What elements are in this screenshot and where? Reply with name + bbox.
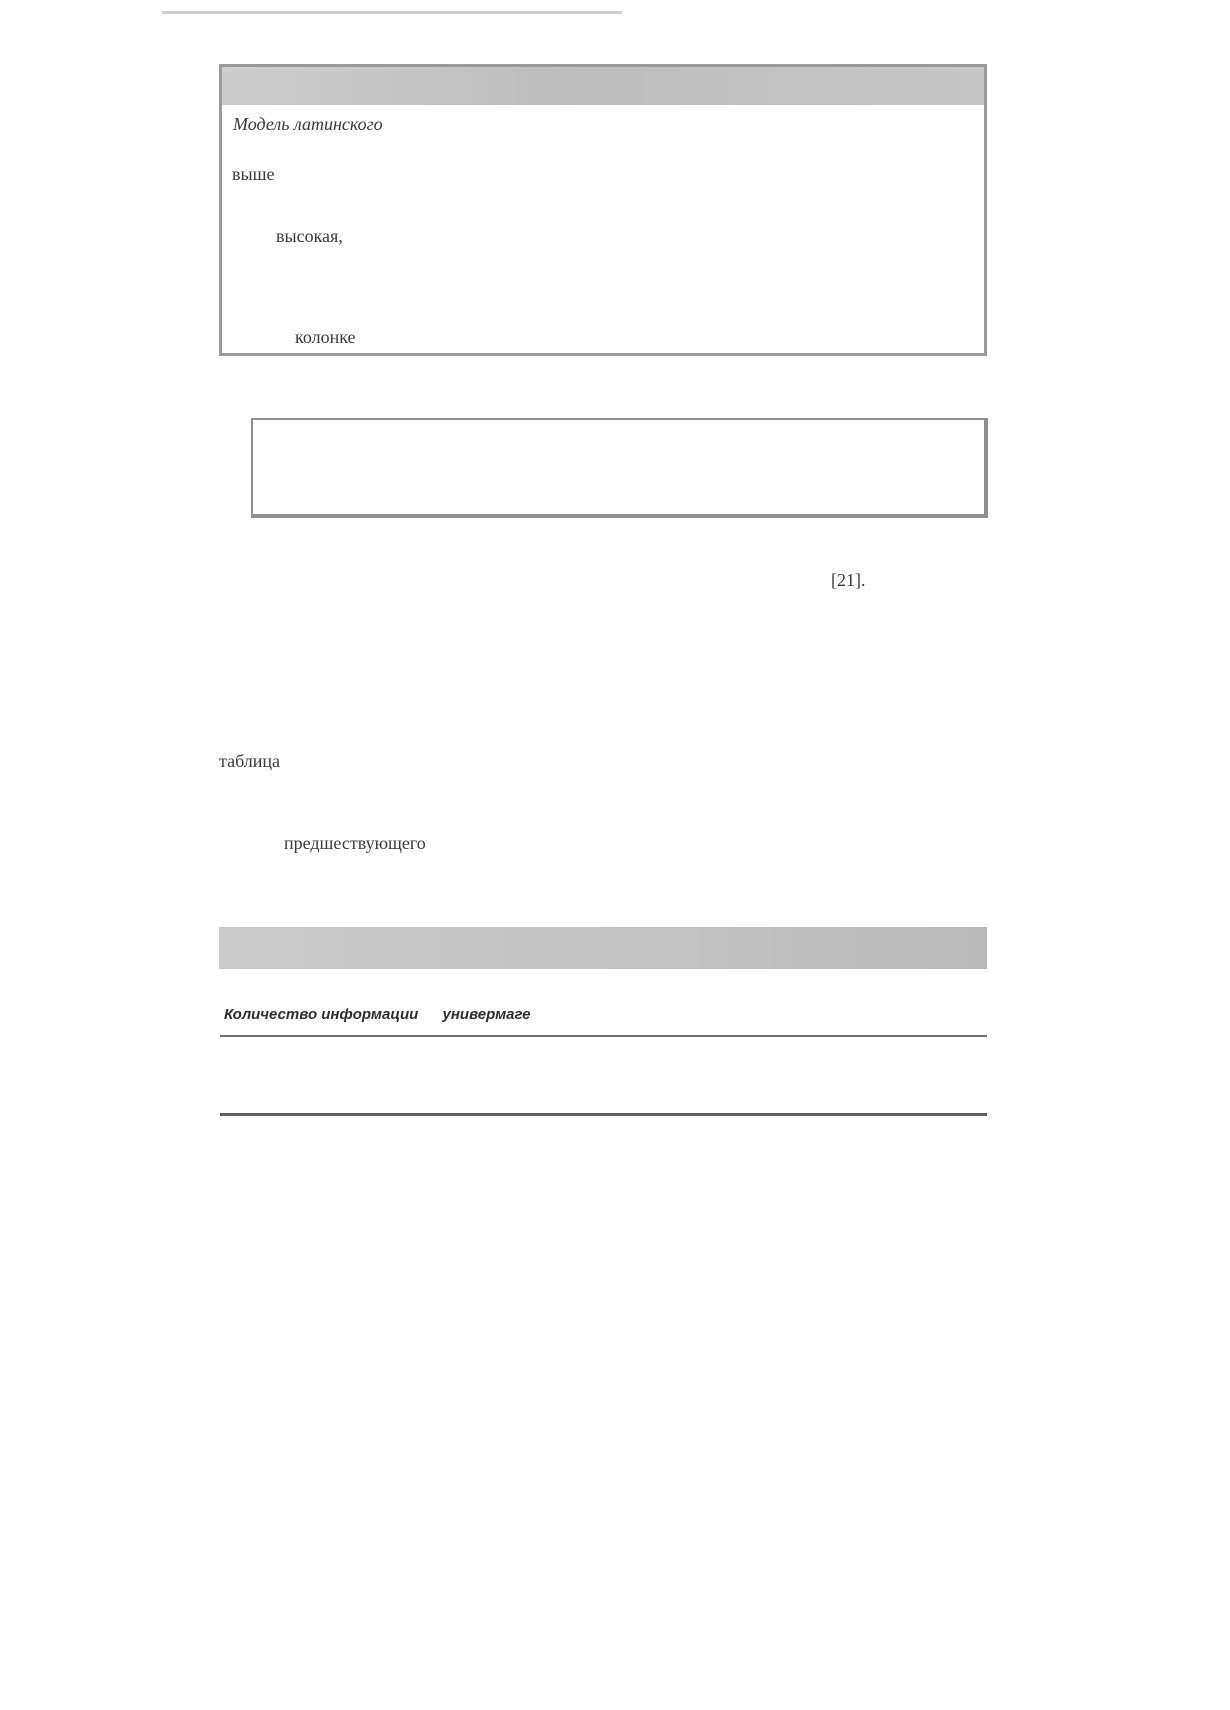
body-text-fragment: таблица: [219, 751, 281, 771]
table-caption: [224, 1006, 531, 1023]
body-text-fragment: предшествующего: [284, 833, 426, 853]
example-box-text-line: колонке: [295, 327, 356, 347]
reference-citation: [21].: [831, 570, 866, 590]
table-bottom-rule: [220, 1113, 987, 1116]
example-box-text-line: выше: [232, 164, 275, 184]
framed-note-box: [251, 418, 988, 518]
example-box-title: Модель латинского: [233, 114, 383, 134]
table-caption-part: универмаге: [442, 1006, 531, 1023]
table-top-rule: [220, 1035, 987, 1037]
table-header-band: [219, 927, 987, 969]
top-page-rule: [162, 11, 622, 14]
example-box-header-band: [222, 67, 984, 105]
example-box: [219, 64, 987, 356]
table-caption-part: Количество информации: [224, 1006, 419, 1023]
example-box-text-line: высокая,: [276, 226, 343, 246]
